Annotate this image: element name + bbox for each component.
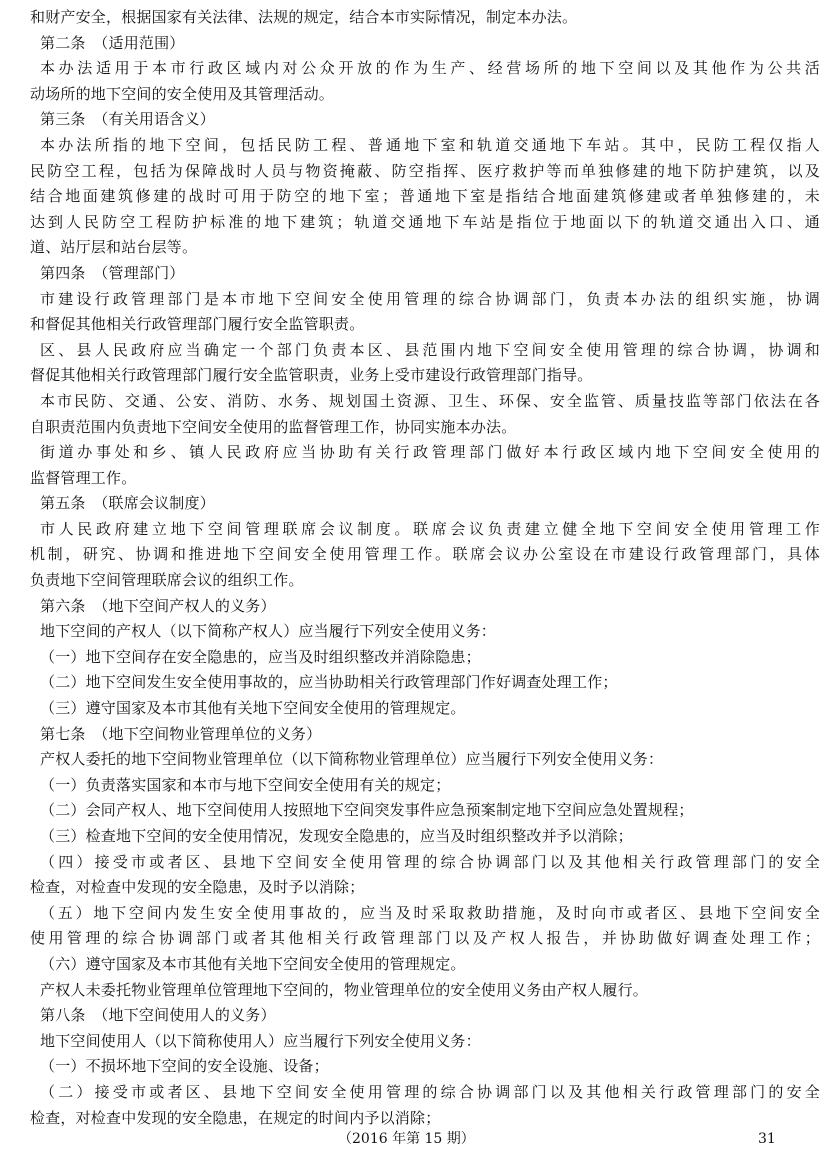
text-line: 地下空间的产权人（以下简称产权人）应当履行下列安全使用义务： xyxy=(40,622,497,641)
text-line: （五）地下空间内发生安全使用事故的，应当及时采取救助措施，及时向市或者区、县地下空间安全 xyxy=(40,903,820,922)
text-line: 负责地下空间管理联席会议的组织工作。 xyxy=(30,571,304,590)
text-line: 本办法所指的地下空间，包括民防工程、普通地下室和轨道交通地下车站。其中，民防工程仅指人 xyxy=(40,135,820,154)
text-line: 自职责范围内负责地下空间安全使用的监督管理工作，协同实施本办法。 xyxy=(30,417,517,436)
text-line: 街道办事处和乡、镇人民政府应当协助有关行政管理部门做好本行政区域内地下空间安全使用的 xyxy=(40,443,820,462)
text-line: 第八条 （地下空间使用人的义务） xyxy=(40,1006,276,1025)
text-line: 区、县人民政府应当确定一个部门负责本区、县范围内地下空间安全使用管理的综合协调，协调和 xyxy=(40,340,820,359)
text-line: 检查，对检查中发现的安全隐患，在规定的时间内予以消除； xyxy=(30,1108,441,1127)
text-line: （三）检查地下空间的安全使用情况，发现安全隐患的，应当及时组织整改并予以消除； xyxy=(40,827,633,845)
text-line: 第二条 （适用范围） xyxy=(40,33,185,52)
text-line: （二）地下空间发生安全使用事故的，应当协助相关行政管理部门作好调查处理工作； xyxy=(40,673,618,692)
text-line: 动场所的地下空间的安全使用及其管理活动。 xyxy=(30,84,335,103)
text-line: （六）遵守国家及本市其他有关地下空间安全使用的管理规定。 xyxy=(40,954,466,973)
page-number: 31 xyxy=(758,1131,776,1147)
text-line: 第五条 （联席会议制度） xyxy=(40,494,215,513)
text-line: 机制，研究、协调和推进地下空间安全使用管理工作。联席会议办公室设在市建设行政管理部门，具体 xyxy=(30,545,820,564)
text-line: （一）不损坏地下空间的安全设施、设备； xyxy=(40,1057,329,1076)
text-line: 第三条 （有关用语含义） xyxy=(40,110,215,129)
text-line: 产权人委托的地下空间物业管理单位（以下简称物业管理单位）应当履行下列安全使用义务： xyxy=(40,750,664,769)
text-line: 市人民政府建立地下空间管理联席会议制度。联席会议负责建立健全地下空间安全使用管理工作 xyxy=(40,519,820,538)
text-line: 和财产安全，根据国家有关法律、法规的规定，结合本市实际情况，制定本办法。 xyxy=(30,8,578,26)
text-line: （四）接受市或者区、县地下空间安全使用管理的综合协调部门以及其他相关行政管理部门的安全 xyxy=(40,852,820,871)
text-line: 产权人未委托物业管理单位管理地下空间的，物业管理单位的安全使用义务由产权人履行。 xyxy=(40,980,649,999)
text-line: 达到人民防空工程防护标准的地下建筑；轨道交通地下车站是指位于地面以下的轨道交通出入口、通 xyxy=(30,212,820,231)
text-line: （二）会同产权人、地下空间使用人按照地下空间突发事件应急预案制定地下空间应急处置规程； xyxy=(40,801,694,820)
text-line: 道、站厅层和站台层等。 xyxy=(30,238,198,257)
text-line: 地下空间使用人（以下简称使用人）应当履行下列安全使用义务： xyxy=(40,1031,481,1050)
text-line: （一）负责落实国家和本市与地下空间安全使用有关的规定； xyxy=(40,775,451,794)
text-line: 第七条 （地下空间物业管理单位的义务） xyxy=(40,724,322,743)
text-line: 监督管理工作。 xyxy=(30,468,137,487)
issue-label: （2016 年第 15 期） xyxy=(338,1131,475,1147)
text-line: 第六条 （地下空间产权人的义务） xyxy=(40,596,276,615)
text-line: 本办法适用于本市行政区域内对公众开放的作为生产、经营场所的地下空间以及其他作为公共活 xyxy=(40,59,820,78)
document-body xyxy=(30,5,820,1131)
page-footer xyxy=(0,1128,827,1150)
text-line: 和督促其他相关行政管理部门履行安全监管职责。 xyxy=(30,315,365,334)
text-line: 第四条 （管理部门） xyxy=(40,263,185,282)
text-line: 结合地面建筑修建的战时可用于防空的地下室；普通地下室是指结合地面建筑修建或者单独修建的，未 xyxy=(30,187,820,206)
text-line: 民防空工程，包括为保障战时人员与物资掩蔽、防空指挥、医疗救护等而单独修建的地下防护建筑，以及 xyxy=(30,161,820,180)
text-line: 本市民防、交通、公安、消防、水务、规划国土资源、卫生、环保、安全监管、质量技监等部门依法在各 xyxy=(40,391,820,410)
text-line: 使用管理的综合协调部门或者其他相关行政管理部门以及产权人报告，并协助做好调查处理工作； xyxy=(30,929,820,948)
text-line: （一）地下空间存在安全隐患的，应当及时组织整改并消除隐患； xyxy=(40,647,481,666)
text-line: 检查，对检查中发现的安全隐患，及时予以消除； xyxy=(30,878,365,897)
text-line: 市建设行政管理部门是本市地下空间安全使用管理的综合协调部门，负责本办法的组织实施，协调 xyxy=(40,289,820,308)
text-line: （二）接受市或者区、县地下空间安全使用管理的综合协调部门以及其他相关行政管理部门的安全 xyxy=(40,1082,820,1101)
text-line: 督促其他相关行政管理部门履行安全监管职责，业务上受市建设行政管理部门指导。 xyxy=(30,366,593,385)
text-line: （三）遵守国家及本市其他有关地下空间安全使用的管理规定。 xyxy=(40,699,466,718)
